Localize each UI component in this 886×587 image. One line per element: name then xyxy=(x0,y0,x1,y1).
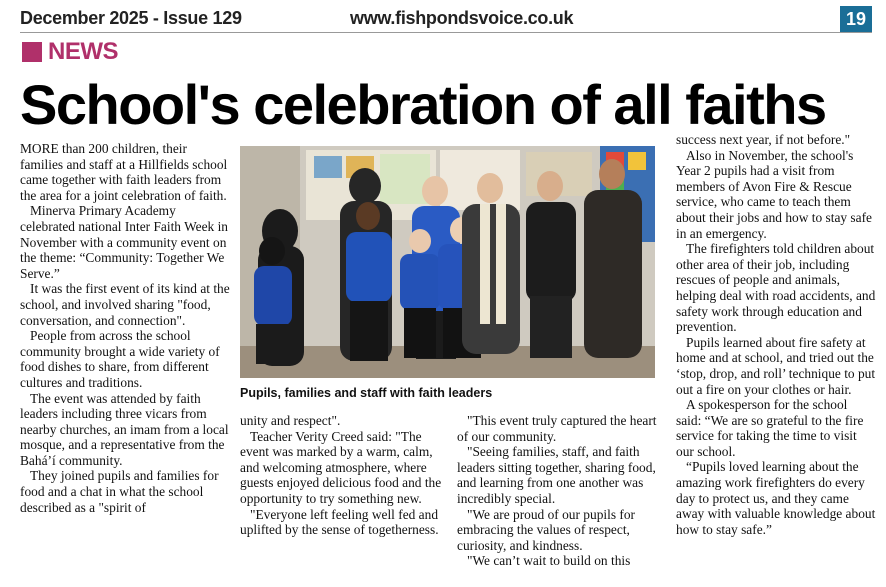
paragraph: Minerva Primary Academy celebrated national Inter Faith Week in November with a community event on the theme: “Community: Together We Serve.” xyxy=(20,203,229,281)
photo-caption: Pupils, families and staff with faith leaders xyxy=(240,386,493,400)
paragraph: "This event truly captured the heart of our community. xyxy=(457,413,657,444)
paragraph: They joined pupils and families for food and a chat in what the school described as a "spirit of xyxy=(20,468,219,515)
paragraph: "Everyone left feeling well fed and uplifted by the sense of togetherness. xyxy=(240,506,439,538)
paragraph: "We can’t wait to build on this xyxy=(467,553,631,569)
paragraph: unity and respect". xyxy=(240,413,341,428)
paragraph: "We are proud of our pupils for embracing the values of respect, curiosity, and kindness. xyxy=(457,506,636,553)
masthead xyxy=(20,6,872,32)
masthead-rule xyxy=(20,32,872,33)
group-photo-illustration xyxy=(240,146,655,378)
paragraph: Teacher Verity Creed said: "The event was marked by a warm, calm, and welcoming atmosphere, where guests enjoyed delicious food and the opportunity to try something new. xyxy=(240,428,442,506)
paragraph: "Seeing families, staff, and faith leaders sitting together, sharing food, and learning from one another was incredibly special. xyxy=(457,444,656,506)
section-label xyxy=(22,38,118,64)
paragraph: MORE than 200 children, their families and staff at a Hillfields school came together with faith leaders from the area for a joint celebration of faith. xyxy=(20,141,228,203)
article-column-2 xyxy=(240,413,450,538)
site-url[interactable]: www.fishpondsvoice.co.uk xyxy=(350,8,574,28)
paragraph: It was the first event of its kind at the school, and involved sharing "food, conversation, and connection". xyxy=(20,281,230,328)
paragraph: The firefighters told children about other area of their job, including rescues of people and animals, helping deal with road accidents, and safety work through education and prevention. xyxy=(676,241,876,335)
paragraph: The event was attended by faith leaders including three vicars from nearby churches, an imam from a local mosque, and a representative from the Bahá’í community. xyxy=(20,390,229,468)
page-number-badge: 19 xyxy=(840,6,872,32)
paragraph: “Pupils loved learning about the amazing work firefighters do every day to protect us, and they came away with valuable knowledge about how to stay safe.” xyxy=(676,459,876,537)
paragraph: Pupils learned about fire safety at home and at school, and tried out the ‘stop, drop, and roll’ technique to put out a fire on your clothes or hair. xyxy=(676,334,876,397)
section-title: NEWS xyxy=(48,38,118,65)
issue-date: December 2025 - Issue 129 xyxy=(20,8,242,28)
paragraph: Also in November, the school's Year 2 pupils had a visit from members of Avon Fire & Rescue service, who came to teach them about their jobs and how to stay safe in an emergency. xyxy=(676,147,872,241)
article-column-1 xyxy=(20,141,230,515)
group-photo xyxy=(240,146,655,378)
paragraph: People from across the school community brought a wide variety of food dishes to share, from different cultures and traditions. xyxy=(20,328,220,390)
article-column-4 xyxy=(676,132,876,537)
paragraph: A spokesperson for the school said: “We are so grateful to the fire service for taking the time to visit our school. xyxy=(676,397,864,459)
paragraph: success next year, if not before." xyxy=(676,132,851,147)
article-column-3 xyxy=(457,413,667,569)
headline: School's celebration of all faiths xyxy=(20,73,826,136)
section-square-icon xyxy=(22,42,42,62)
